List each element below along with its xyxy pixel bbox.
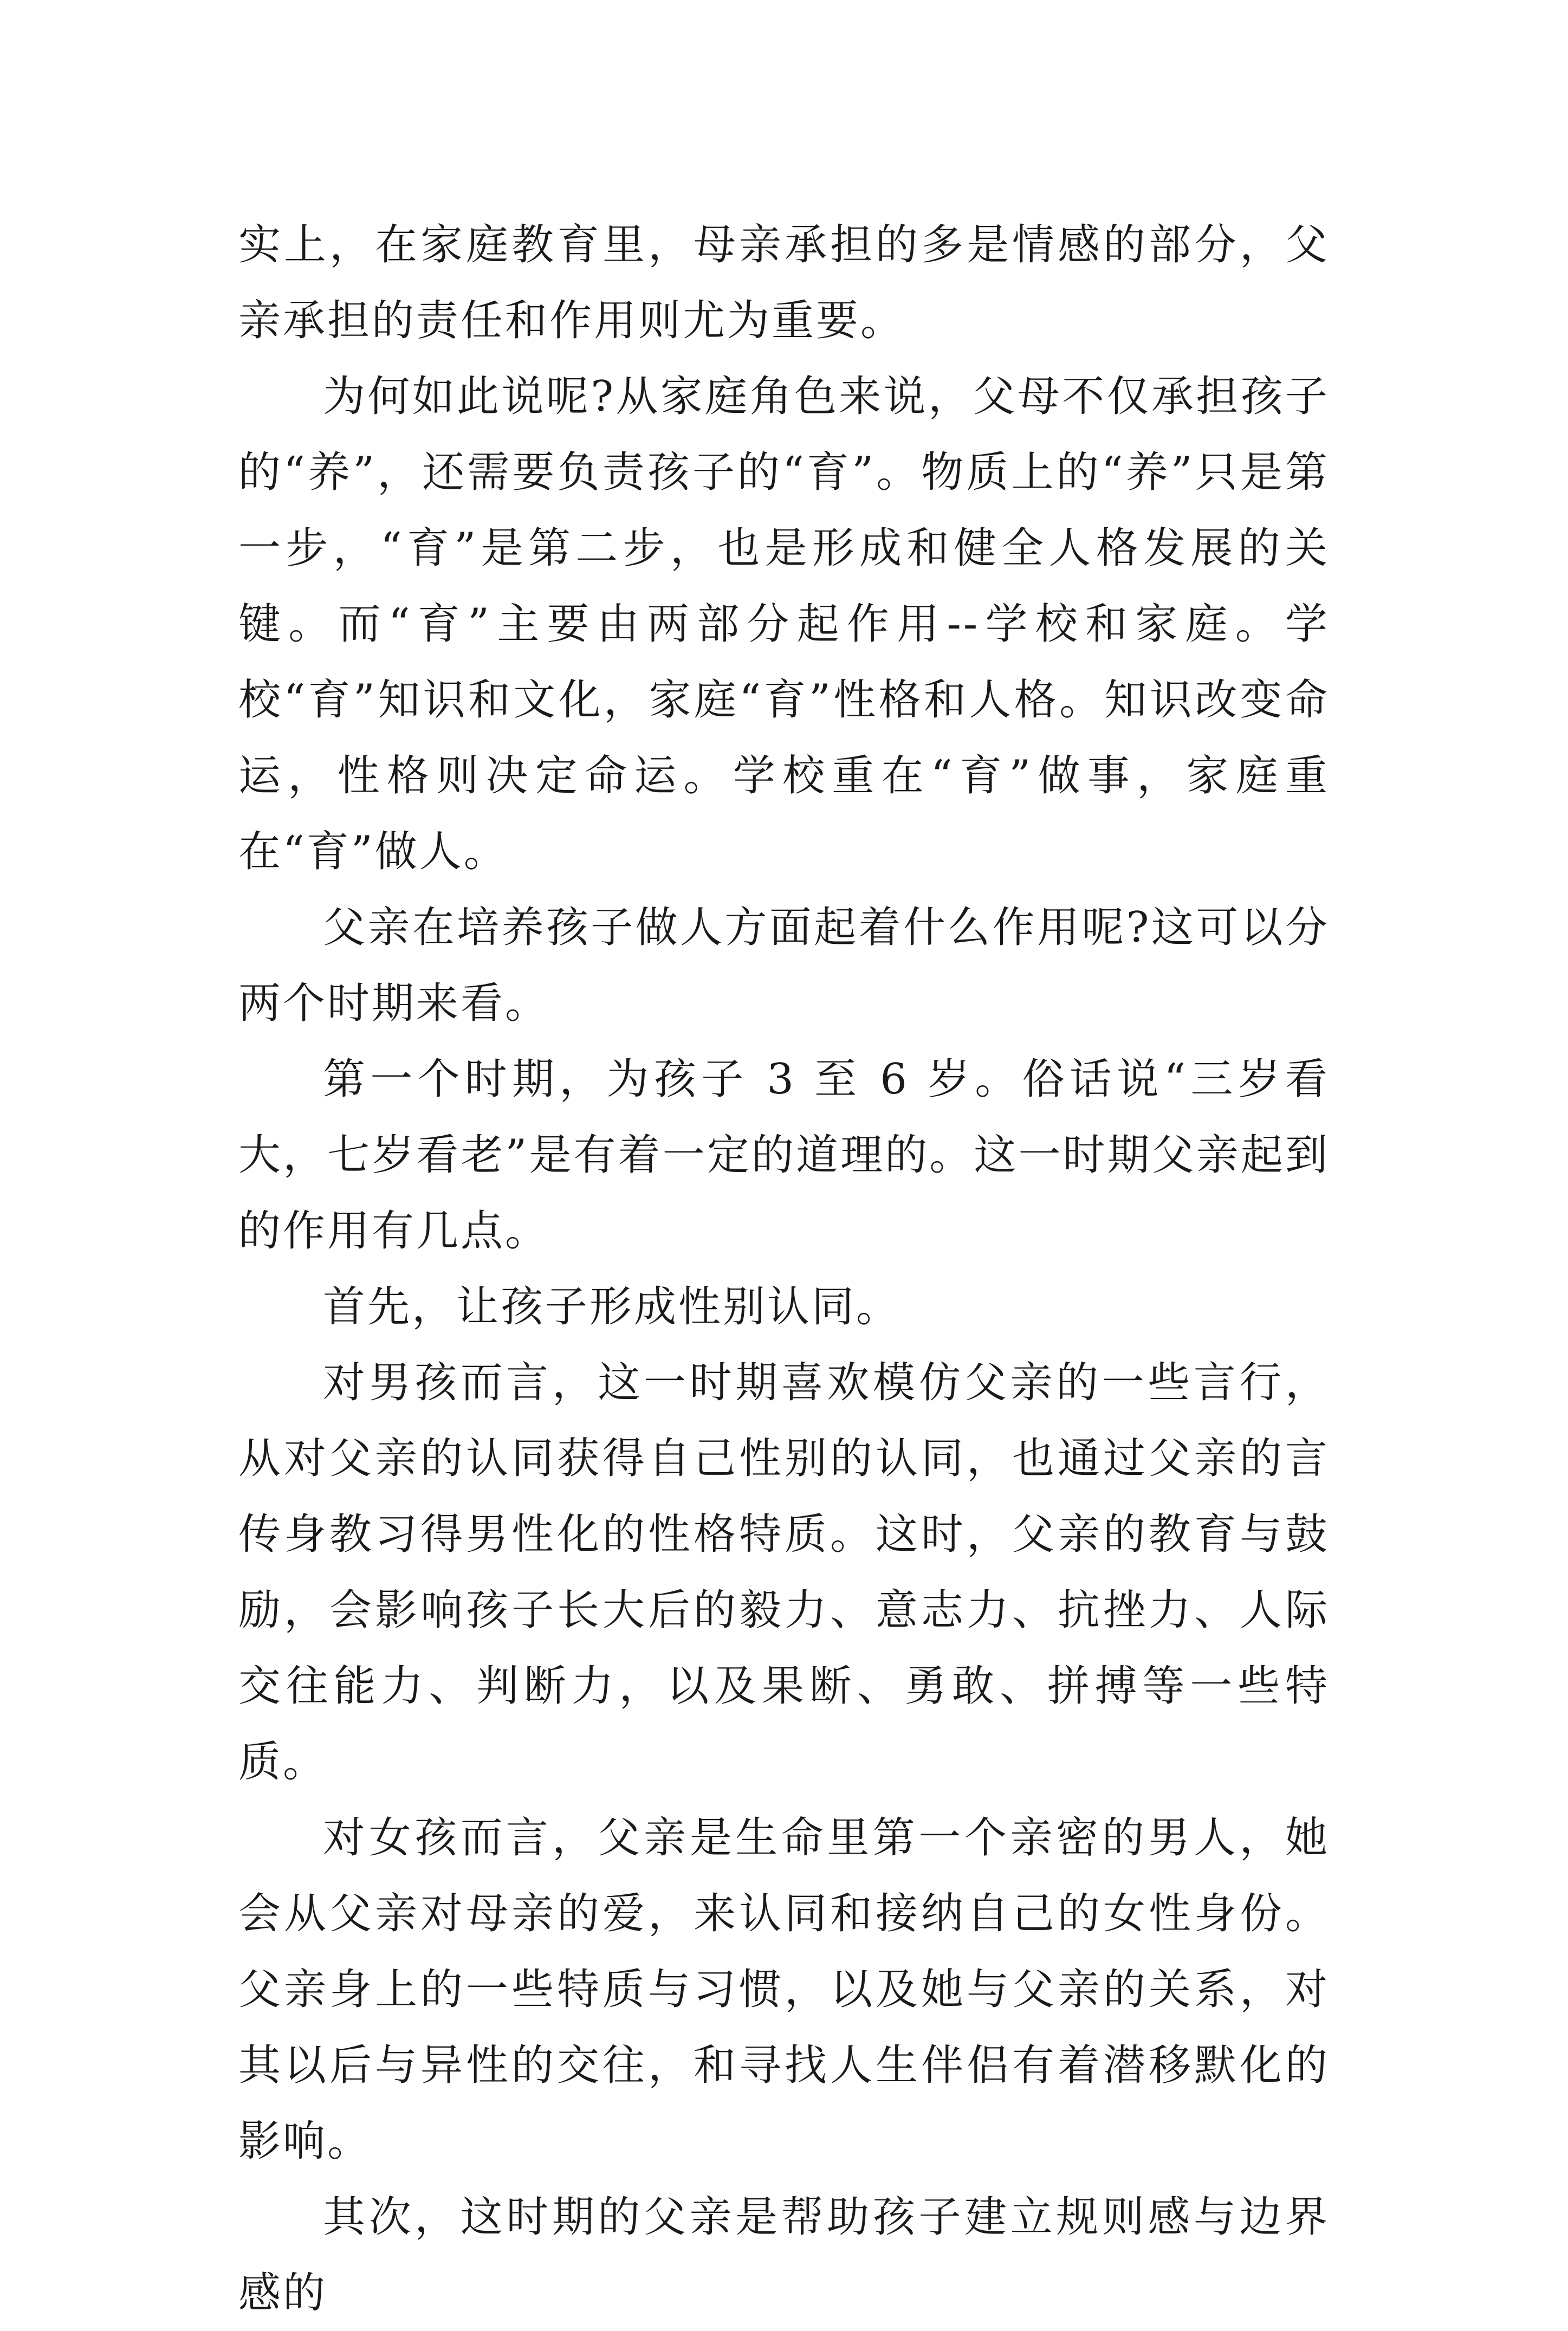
paragraph: 父亲在培养孩子做人方面起着什么作用呢?这可以分两个时期来看。 (238, 903, 1330, 1028)
body-text (238, 207, 1330, 2331)
paragraph: 对男孩而言，这一时期喜欢模仿父亲的一些言行，从对父亲的认同获得自己性别的认同，也通过父亲的言传身教习得男性化的性格特质。这时，父亲的教育与鼓励，会影响孩子长大后的毅力、意志力、抗挫力、人际交往能力、判断力，以及果断、勇敢、拼搏等一些特质。 (238, 1358, 1330, 1786)
paragraph: 首先，让孩子形成性别认同。 (323, 1283, 901, 1331)
paragraph-continued: 实上，在家庭教育里，母亲承担的多是情感的部分，父亲承担的责任和作用则尤为重要。 (238, 221, 1330, 345)
paragraph: 其次，这时期的父亲是帮助孩子建立规则感与边界感的 (238, 2193, 1330, 2317)
paragraph: 对女孩而言，父亲是生命里第一个亲密的男人，她会从父亲对母亲的爱，来认同和接纳自己的女性身份。父亲身上的一些特质与习惯，以及她与父亲的关系，对其以后与异性的交往，和寻找人生伴侣有着潜移默化的影响。 (238, 1814, 1330, 2166)
paragraph: 为何如此说呢?从家庭角色来说，父母不仅承担孩子的“养”，还需要负责孩子的“育”。物质上的“养”只是第一步，“育”是第二步，也是形成和健全人格发展的关键。而“育”主要由两部分起作用--学校和家庭。学校“育”知识和文化，家庭“育”性格和人格。知识改变命运，性格则决定命运。学校重在“育”做事，家庭重在“育”做人。 (238, 372, 1330, 876)
paragraph: 第一个时期，为孩子 3 至 6 岁。俗话说“三岁看大，七岁看老”是有着一定的道理的。这一时期父亲起到的作用有几点。 (238, 1055, 1330, 1255)
